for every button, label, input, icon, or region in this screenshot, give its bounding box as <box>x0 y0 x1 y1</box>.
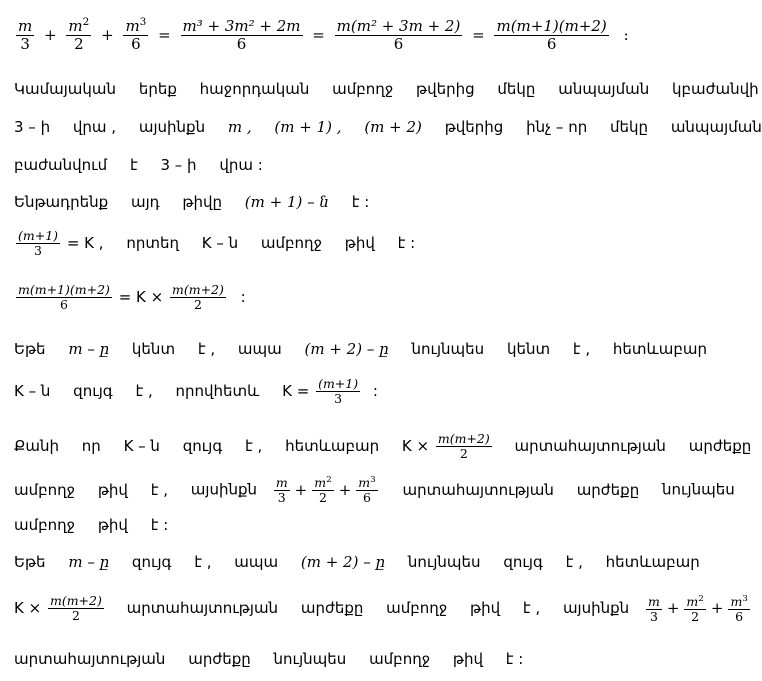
word: Կամայական <box>14 80 117 98</box>
math-m: m , <box>227 118 252 136</box>
fraction-m3-over-6: $\frac{m^3}{6}$ <box>358 475 376 505</box>
equals-k-times: = K × <box>118 288 164 306</box>
word: երեք <box>138 80 177 98</box>
word: է , <box>245 437 263 455</box>
word: զույգ <box>73 382 113 400</box>
word: արտահայտության <box>14 650 166 668</box>
word: արտահայտության <box>126 599 279 617</box>
fraction-factored-2: $\frac{m(m+1)(m+2)}{6}$ <box>496 17 607 53</box>
word: 3 – ի <box>160 156 197 174</box>
word: է , <box>135 382 153 400</box>
word: K – ն <box>14 382 51 400</box>
word: թիվ <box>452 650 483 668</box>
word: կենտ <box>506 340 551 358</box>
word: է : <box>150 516 169 534</box>
word: զույգ <box>503 553 543 571</box>
word: թիվը <box>182 193 222 211</box>
word: արտահայտության <box>514 437 666 455</box>
word: կենտ <box>131 340 176 358</box>
math-m: m – ը <box>68 553 110 571</box>
text-line-14 <box>14 594 752 624</box>
text-line-10 <box>14 432 751 461</box>
fraction-mm2-over-2: $\frac{m(m+2)}{2}$ <box>172 282 224 312</box>
word: ապա <box>234 553 279 571</box>
text-line-8 <box>14 340 707 358</box>
word: է : <box>351 193 370 211</box>
word: որովհետև <box>175 382 260 400</box>
word: է , <box>150 480 168 499</box>
fraction-m-over-3: $\frac{m}{3}$ <box>647 593 660 624</box>
fraction-m3-over-6: $\frac{m^3}{6}$ <box>125 16 147 53</box>
fraction-m2-over-2: $\frac{m^2}{2}$ <box>314 475 332 505</box>
word: նույնպես <box>273 650 347 668</box>
word: ապա <box>237 340 282 358</box>
text-line-12 <box>14 516 168 534</box>
word: K – ն <box>123 437 160 455</box>
word: Քանի <box>14 437 59 455</box>
word: բաժանվում <box>14 156 108 174</box>
word: է , <box>194 553 212 571</box>
word: ամբողջ <box>14 516 76 534</box>
word: նույնպես <box>407 553 481 571</box>
fraction-m1-over-3: $\frac{(m+1)}{3}$ <box>18 228 59 258</box>
word: մեկը <box>497 80 536 98</box>
word: անպայման <box>670 118 762 136</box>
fraction-m-over-3: $\frac{m}{3}$ <box>18 17 33 53</box>
text-line-4 <box>14 156 263 174</box>
word: թվերից <box>416 80 475 98</box>
word: նույնպես <box>411 340 485 358</box>
math-m-plus-1: (m + 1) – ն <box>244 193 329 211</box>
fraction-product-over-6: $\frac{m(m+1)(m+2)}{6}$ <box>18 282 110 312</box>
text-line-9 <box>14 377 378 406</box>
word: արժեքը <box>188 650 251 668</box>
text-line-6 <box>14 229 415 258</box>
word: կբաժանվի <box>672 80 759 98</box>
word: արժեքը <box>300 599 364 617</box>
fraction-m3-over-6: $\frac{m^3}{6}$ <box>730 593 748 624</box>
colon: : <box>623 25 629 44</box>
word: է : <box>505 650 524 668</box>
word: այսինքն <box>562 599 630 617</box>
text-line-11 <box>14 476 735 505</box>
math-m: m – ը <box>68 340 110 358</box>
word: թվերից <box>444 118 504 136</box>
text-line-5 <box>14 193 369 211</box>
word: նույնպես <box>662 480 735 499</box>
word: K = <box>282 382 310 400</box>
word: վրա : <box>219 156 263 174</box>
word: է , <box>522 599 541 617</box>
inline-sum-expression: $\frac{m}{3}$ + $\frac{m^2}{2}$ + $\frac{m^3}{6}$ <box>647 593 748 624</box>
word: արտահայտության <box>402 480 554 499</box>
word: Եթե <box>14 340 46 358</box>
math-m-plus-2: (m + 2) – ը <box>300 553 386 571</box>
text-line-3 <box>14 118 762 136</box>
word: է , <box>572 340 591 358</box>
math-m-plus-1: (m + 1) , <box>274 118 342 136</box>
colon: : <box>240 288 246 306</box>
word: այդ <box>130 193 160 211</box>
fraction-m2-over-2: $\frac{m^2}{2}$ <box>68 16 90 53</box>
word: թիվ <box>470 599 501 617</box>
fraction-m-over-3: $\frac{m}{3}$ <box>275 475 288 505</box>
fraction-m1-over-3: $\frac{(m+1)}{3}$ <box>318 376 359 406</box>
math-m-plus-2: (m + 2) – ը <box>304 340 389 358</box>
word: արժեքը <box>576 480 640 499</box>
word: = K , <box>66 234 104 252</box>
inline-sum-expression: $\frac{m}{3}$ + $\frac{m^2}{2}$ + $\frac{m^3}{6}$ <box>275 475 376 505</box>
text-line-2 <box>14 80 759 98</box>
word: հետևաբար <box>612 340 707 358</box>
word: զույգ <box>131 553 172 571</box>
word: թիվ <box>97 480 128 499</box>
text-line-15 <box>14 650 523 668</box>
word: է : <box>397 234 416 252</box>
equation-line-1: $\frac{m}{3}$ + $\frac{m^2}{2}$ + $\frac{m^3}{6}$ = $\frac{\text{m³ + 3m² + 2m}}{6}$ = $\frac{\text{m(m² + 3m + 2)}}{6}$ = $\frac{m(m+1)(m+2)}{6}$ : <box>18 16 629 53</box>
word: անպայման <box>558 80 650 98</box>
fraction-mm2-over-2: $\frac{m(m+2)}{2}$ <box>437 431 490 461</box>
word: ինչ – որ <box>526 118 588 136</box>
word: է , <box>197 340 216 358</box>
fraction-factored-1: $\frac{\text{m(m² + 3m + 2)}}{6}$ <box>336 17 461 53</box>
text-line-7 <box>14 283 246 312</box>
word: վրա , <box>72 118 117 136</box>
word: այսինքն <box>138 118 206 136</box>
word: հետևաբար <box>605 553 700 571</box>
text-line-13 <box>14 553 700 571</box>
word: K – ն <box>201 234 239 252</box>
fraction-m2-over-2: $\frac{m^2}{2}$ <box>686 593 704 624</box>
word: թիվ <box>344 234 375 252</box>
word: ամբողջ <box>332 80 394 98</box>
word: է <box>129 156 138 174</box>
word: K × <box>401 437 430 455</box>
word: արժեքը <box>688 437 752 455</box>
fraction-mm2-over-2: $\frac{m(m+2)}{2}$ <box>49 593 102 623</box>
k-times: K × <box>14 599 42 617</box>
word: մեկը <box>610 118 649 136</box>
word: Ենթադրենք <box>14 193 109 211</box>
word: Եթե <box>14 553 46 571</box>
word: ամբողջ <box>369 650 431 668</box>
word: ամբողջ <box>386 599 448 617</box>
word: է , <box>565 553 583 571</box>
word: հաջորդական <box>199 80 310 98</box>
word: այսինքն <box>190 480 258 499</box>
fraction-sum: $\frac{\text{m³ + 3m² + 2m}}{6}$ <box>182 17 301 53</box>
word: ամբողջ <box>260 234 322 252</box>
word: որտեղ <box>126 234 179 252</box>
colon: : <box>372 382 378 400</box>
word: թիվ <box>97 516 128 534</box>
word: ամբողջ <box>14 480 76 499</box>
word: հետևաբար <box>285 437 380 455</box>
word: զույգ <box>182 437 223 455</box>
math-m-plus-2: (m + 2) <box>364 118 422 136</box>
word: որ <box>81 437 101 455</box>
word: 3 – ի <box>14 118 51 136</box>
